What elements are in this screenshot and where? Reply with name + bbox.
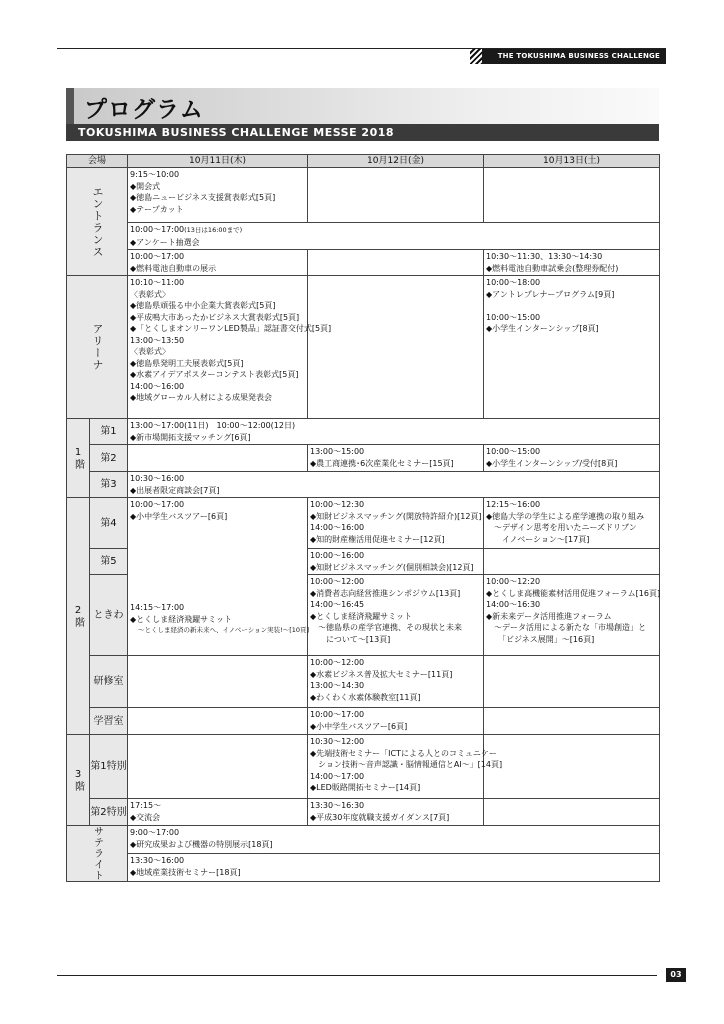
header-tag: THE TOKUSHIMA BUSINESS CHALLENGE MESSE 2018: [482, 49, 666, 64]
floor3-t1-day2: 10:30～12:00 ◆先端技術セミナー「ICTによる人とのコミュニケー ション技術～音声認識・脳情報通信とAI～」[14頁] 14:00～17:00 ◆LED販路開拓セミナー[14頁]: [308, 735, 484, 799]
header-day3: 10月13日(土): [484, 155, 660, 168]
floor-3: 3階: [67, 735, 90, 826]
entrance-day1-a: 9:15～10:00 ◆開会式 ◆徳島ニュービジネス支援賞表彰式[5頁] ◆テープカット: [128, 168, 308, 223]
entrance-day3-c: 10:30～11:30、13:30～14:30 ◆燃料電池自動車試乗会(整理券配付): [484, 250, 660, 276]
room-tokubetsu1: 第1特別: [90, 735, 128, 799]
venue-entrance: エントランス: [67, 168, 128, 276]
floor2-gakushu-day2: 10:00～17:00 ◆小中学生バスツアー[6頁]: [308, 708, 484, 735]
floor1-room2-day1: [128, 445, 308, 472]
floor3-t1-day3: [484, 735, 660, 799]
header-day2: 10月12日(金): [308, 155, 484, 168]
floor3-t2-day2: 13:30～16:30 ◆平成30年度就職支援ガイダンス[7頁]: [308, 799, 484, 826]
program-table: [66, 154, 660, 882]
satellite-a: 9:00～17:00 ◆研究成果および機器の特別展示[18頁]: [128, 826, 660, 854]
room-tokubetsu2: 第2特別: [90, 799, 128, 826]
bottom-rule: [57, 975, 657, 976]
floor3-t2-day3: [484, 799, 660, 826]
floor1-room2-day2: 13:00～15:00 ◆農工商連携･6次産業化セミナー[15頁]: [308, 445, 484, 472]
floor1-room1: 13:00～17:00(11日) 10:00～12:00(12日) ◆新市場開拓支援マッチング[6頁]: [128, 419, 660, 445]
floor2-day1: 10:00～17:00 ◆小中学生バスツアー[6頁] 14:15～17:00 ◆とくしま経済飛躍サミット ～とくしま経済の新未来へ、イノベーション実装!～[10頁]: [128, 498, 308, 656]
room-5: 第5: [90, 549, 128, 575]
floor2-room4-day3: 12:15～16:00 ◆徳島大学の学生による産学連携の取り組み ～デザイン思考を用いたニーズドリブン イノベーション～[17頁]: [484, 498, 660, 549]
page-number: 03: [666, 968, 686, 982]
floor1-room2-day3: 10:00～15:00 ◆小学生インターンシップ/受付[8頁]: [484, 445, 660, 472]
floor2-tokiwa-day2: 10:00～12:00 ◆消費者志向経営推進シンポジウム[13頁] 14:00～16:45 ◆とくしま経済飛躍サミット ～徳島県の産学官連携、その現状と未来 について～[13頁]: [308, 575, 484, 656]
room-kenshu: 研修室: [90, 656, 128, 708]
floor3-t1-day1: [128, 735, 308, 799]
floor2-room4-day2: 10:00～12:30 ◆知財ビジネスマッチング(開放特許紹介)[12頁] 14:00～16:00 ◆知的財産権活用促進セミナー[12頁]: [308, 498, 484, 549]
venue-arena: アリーナ: [67, 276, 128, 419]
room-gakushu: 学習室: [90, 708, 128, 735]
floor2-kenshu-day1: [128, 656, 308, 708]
page-title: プログラム: [84, 97, 204, 123]
header-day1: 10月11日(木): [128, 155, 308, 168]
entrance-day2-a: [308, 168, 484, 223]
floor3-t2-day1: 17:15～ ◆交流会: [128, 799, 308, 826]
entrance-day3-a: [484, 168, 660, 223]
floor2-room5-day2: 10:00～16:00 ◆知財ビジネスマッチング(個別相談会)[12頁]: [308, 549, 484, 575]
floor2-gakushu-day3: [484, 708, 660, 735]
entrance-day2-c: [308, 250, 484, 276]
arena-day2: [308, 276, 484, 419]
header-venue: 会場: [67, 155, 128, 168]
floor1-room3: 10:30～16:00 ◆出展者限定商談会[7頁]: [128, 472, 660, 498]
room-4: 第4: [90, 498, 128, 549]
floor2-tokiwa-day3: 10:00～12:20 ◆とくしま高機能素材活用促進フォーラム[16頁] 14:00～16:30 ◆新未来データ活用推進フォーラム ～データ活用による新たな「市場創造」と 「ビジネス展開」～[16頁]: [484, 575, 660, 656]
room-tokiwa: ときわ: [90, 575, 128, 656]
entrance-all-days: 10:00～17:00(13日は16:00まで) ◆アンケート抽選会: [128, 223, 660, 250]
floor2-room5-day3: [484, 549, 660, 575]
title-accent: [66, 88, 74, 124]
floor2-kenshu-day2: 10:00～12:00 ◆水素ビジネス普及拡大セミナー[11頁] 13:00～14:30 ◆わくわく水素体験教室[11頁]: [308, 656, 484, 708]
floor2-gakushu-day1: [128, 708, 308, 735]
floor-2: 2階: [67, 498, 90, 735]
room-2: 第2: [90, 445, 128, 472]
room-1: 第1: [90, 419, 128, 445]
arena-day1: 10:10～11:00 〈表彰式〉 ◆徳島県頑張る中小企業大賞表彰式[5頁] ◆平成鳴大市あったかビジネス大賞表彰式[5頁] ◆「とくしまオンリーワンLED製品」認証書交付式[5頁] 13:00～13:50 〈表彰式〉 ◆徳島県発明工夫展表彰式[5頁] ◆水素アイデアポスターコンテスト表彰式[5頁] 14:00～16:00 ◆地域グローカル人材による成果発表会: [128, 276, 308, 419]
page-subtitle: TOKUSHIMA BUSINESS CHALLENGE MESSE 2018: [66, 124, 659, 141]
arena-day3: 10:00～18:00 ◆アントレプレナープログラム[9頁] 10:00～15:00 ◆小学生インターンシップ[8頁]: [484, 276, 660, 419]
floor2-kenshu-day3: [484, 656, 660, 708]
room-3: 第3: [90, 472, 128, 498]
header-stripe: [470, 49, 482, 64]
satellite-b: 13:30～16:00 ◆地域産業技術セミナー[18頁]: [128, 854, 660, 882]
venue-satellite: サテライト: [67, 826, 128, 882]
entrance-day1-c: 10:00～17:00 ◆燃料電池自動車の展示: [128, 250, 308, 276]
floor-1: 1階: [67, 419, 90, 498]
